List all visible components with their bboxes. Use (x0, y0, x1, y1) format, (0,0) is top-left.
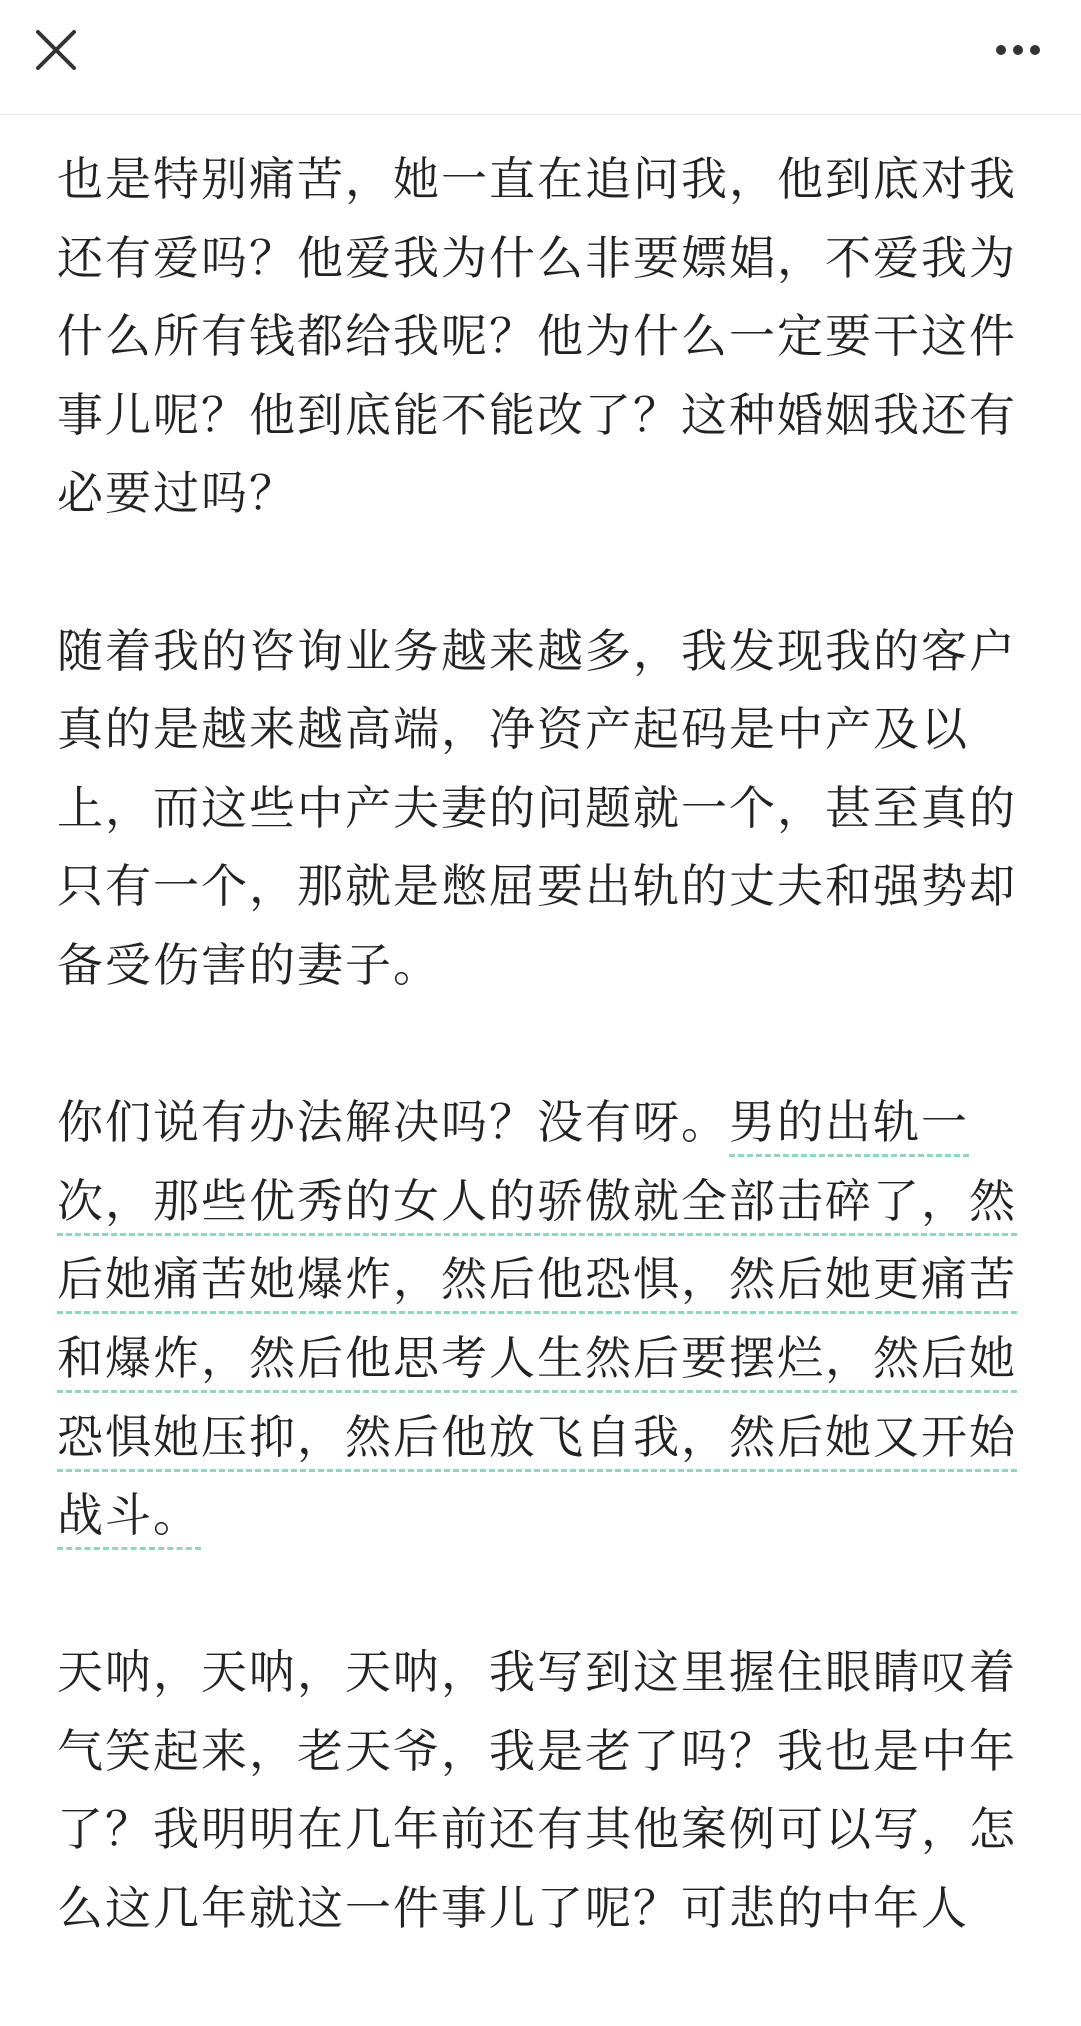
paragraph-2: 随着我的咨询业务越来越多，我发现我的客户真的是越来越高端，净资产起码是中产及以上，而这些中产夫妻的问题就一个，甚至真的只有一个，那就是憋屈要出轨的丈夫和强势却备受伤害的妻子。 (57, 623, 1017, 992)
paragraph-3-plain: 你们说有办法解决吗？没有呀。 (57, 1095, 729, 1150)
paragraph-4: 天呐，天呐，天呐，我写到这里握住眼睛叹着气笑起来，老天爷，我是老了吗？我也是中年了？我明明在几年前还有其他案例可以写，怎么这几年就这一件事儿了呢？可悲的中年人 (57, 1645, 1017, 1936)
close-button[interactable] (28, 22, 88, 82)
more-dots-icon (991, 28, 1051, 74)
paragraph-1: 也是特别痛苦，她一直在追问我，他到底对我还有爱吗？他爱我为什么非要嫖娼，不爱我为什么所有钱都给我呢？他为什么一定要干这件事儿呢？他到底能不能改了？这种婚姻我还有必要过吗？ (57, 152, 1017, 521)
paragraph-3 (57, 1083, 1025, 1555)
highlighted-text[interactable]: 男的出轨一次，那些优秀的女人的骄傲就全部击碎了，然后她痛苦她爆炸，然后他恐惧，然后她更痛苦和爆炸，然后他思考人生然后要摆烂，然后她恐惧她压抑，然后他放飞自我，然后她又开始战斗。 (57, 1095, 1017, 1543)
article-body (57, 140, 1025, 2026)
top-bar (0, 0, 1081, 115)
more-options-button[interactable] (991, 28, 1051, 74)
close-icon (28, 22, 88, 82)
